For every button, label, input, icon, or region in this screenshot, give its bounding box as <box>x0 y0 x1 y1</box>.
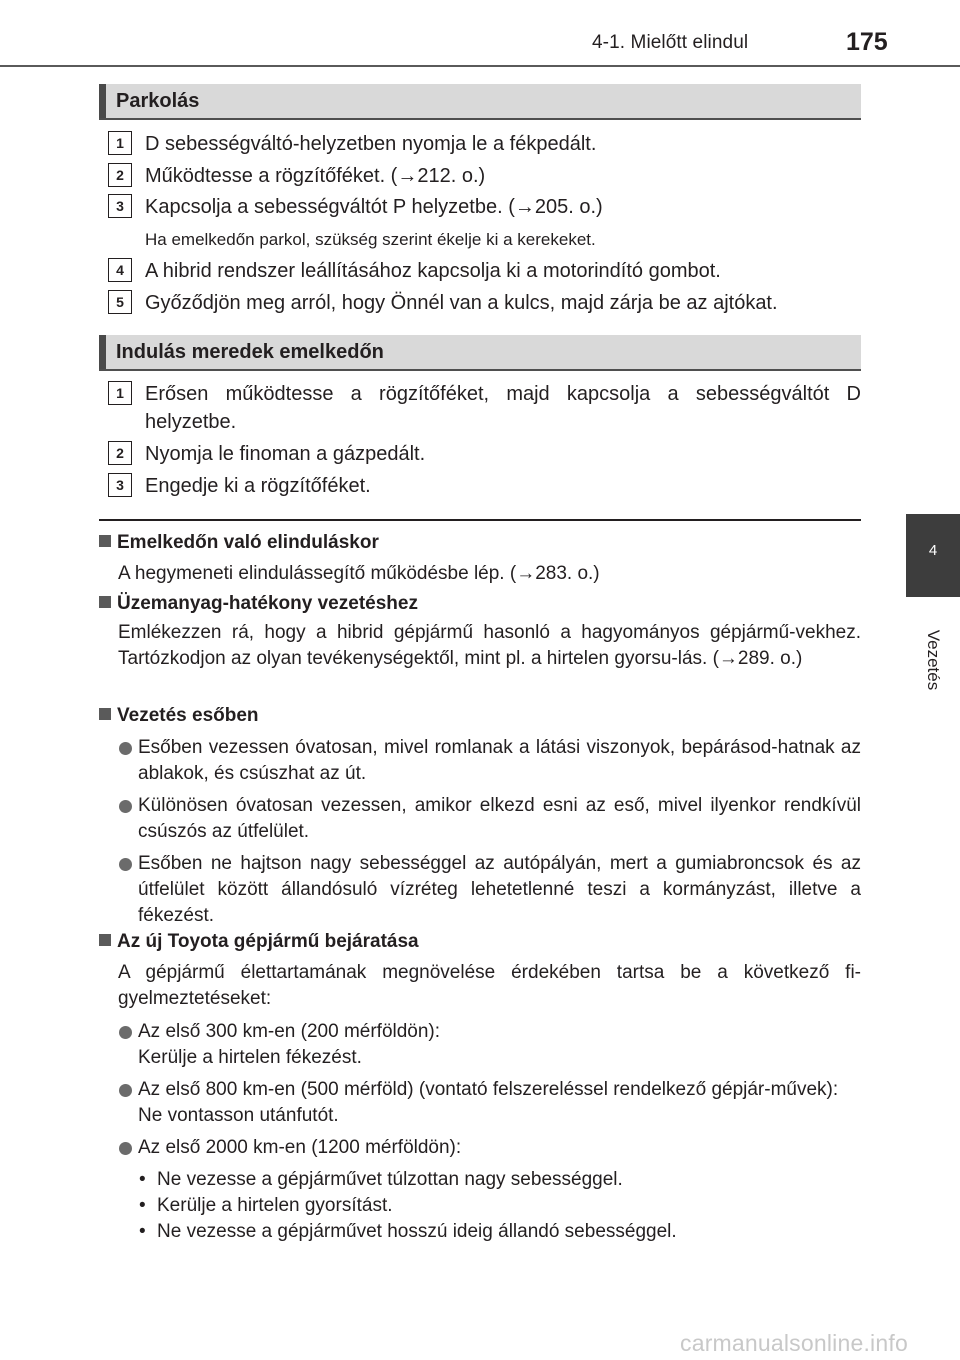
step-text: Működtesse a rögzítőféket. (→212. o.) <box>145 165 486 187</box>
section-heading-parking <box>99 84 861 120</box>
circle-bullet-icon <box>119 1142 132 1155</box>
rain-item <box>99 793 861 845</box>
running-header: 4-1. Mielőtt elindul <box>592 32 749 53</box>
step-number-box: 1 <box>108 131 132 155</box>
step-text: Erősen működtesse a rögzítőféket, majd kapcsolja a sebességváltót D helyzetbe. <box>145 383 861 433</box>
bullet-icon: • <box>139 1221 146 1242</box>
rain-item <box>99 851 861 929</box>
bullet-item <box>99 1193 861 1219</box>
chapter-number: 4 <box>928 542 938 559</box>
step-number-box: 3 <box>108 194 132 218</box>
heading-accent-bar <box>99 84 106 118</box>
info-heading-text: Vezetés esőben <box>117 705 259 726</box>
section-title: Indulás meredek emelkedőn <box>116 341 384 363</box>
info-text: Emlékezzen rá, hogy a hibrid gépjármű hasonló a hagyományos gépjármű-vekhez. Tartózkodjon az olyan tevékenységektől, mint pl. a hirtelen gyorsu-lás. (→289. o.) <box>118 622 861 669</box>
step-number-box: 2 <box>108 441 132 465</box>
parking-note: Ha emelkedőn parkol, szükség szerint ékelje ki a kerekeket. <box>145 230 596 249</box>
break-in-item-advice: Ne vontasson utánfutót. <box>138 1105 339 1126</box>
chapter-label: Vezetés <box>924 629 943 691</box>
chapter-label-container <box>890 630 960 690</box>
bullet-text: Ne vezesse a gépjárművet túlzottan nagy sebességgel. <box>157 1169 623 1190</box>
rain-item-text: Esőben ne hajtson nagy sebességgel az autópályán, mert a gumiabroncsok és az útfelület között állandósuló vízréteg lehetetlenné teszi a kormányzást, illetve a fékezést. <box>138 853 861 926</box>
info-heading <box>99 530 861 556</box>
heading-accent-bar <box>99 335 106 369</box>
info-text: A gépjármű élettartamának megnövelése érdekében tartsa be a következő fi-gyelmeztetéseket: <box>118 962 861 1009</box>
info-break-in <box>99 929 861 1245</box>
info-heading-text: Üzemanyag-hatékony vezetéshez <box>117 593 418 614</box>
rain-item-text: Különösen óvatosan vezessen, amikor elkezd esni az eső, mivel ilyenkor rendkívül csúszós az útfelület. <box>138 795 861 842</box>
chapter-tab <box>906 514 960 597</box>
break-in-item <box>99 1019 861 1071</box>
square-bullet-icon <box>99 535 111 547</box>
step-text: Nyomja le finoman a gázpedált. <box>145 443 426 465</box>
break-in-item-text: Az első 300 km-en (200 mérföldön): <box>138 1021 441 1042</box>
info-heading-text: Az új Toyota gépjármű bejáratása <box>117 931 419 952</box>
bullet-text: Kerülje a hirtelen gyorsítást. <box>157 1195 393 1216</box>
break-in-item <box>99 1077 861 1129</box>
step-number-box: 2 <box>108 163 132 187</box>
break-in-item <box>99 1135 861 1161</box>
circle-bullet-icon <box>119 1026 132 1039</box>
info-heading <box>99 929 861 955</box>
watermark: carmanualsonline.info <box>680 1330 908 1356</box>
step-number-box: 3 <box>108 473 132 497</box>
page-number: 175 <box>846 28 888 56</box>
rain-item <box>99 735 861 787</box>
step-number-box: 1 <box>108 381 132 405</box>
step-text: Győződjön meg arról, hogy Önnél van a kulcs, majd zárja be az ajtókat. <box>145 292 778 314</box>
step-text: D sebességváltó-helyzetben nyomja le a fékpedált. <box>145 133 597 155</box>
info-text: A hegymeneti elindulássegítő működésbe lép. (→283. o.) <box>118 563 600 584</box>
circle-bullet-icon <box>119 1084 132 1097</box>
step-text: Engedje ki a rögzítőféket. <box>145 475 371 497</box>
bullet-item <box>99 1167 861 1193</box>
info-heading <box>99 591 861 617</box>
info-fuel <box>99 591 861 672</box>
step-number-box: 5 <box>108 290 132 314</box>
bullet-icon: • <box>139 1195 146 1216</box>
step-text: Kapcsolja a sebességváltót P helyzetbe. (→205. o.) <box>145 196 603 218</box>
bullet-item <box>99 1219 861 1245</box>
step-text: A hibrid rendszer leállításához kapcsolja ki a motorindító gombot. <box>145 260 721 282</box>
rain-item-text: Esőben vezessen óvatosan, mivel romlanak a látási viszonyok, bepárásod-hatnak az ablakok, és csúszhat az út. <box>138 737 861 784</box>
square-bullet-icon <box>99 596 111 608</box>
info-rain <box>99 703 861 929</box>
break-in-bullet-list <box>99 1167 861 1245</box>
bullet-icon: • <box>139 1169 146 1190</box>
info-uphill <box>99 530 861 587</box>
square-bullet-icon <box>99 934 111 946</box>
circle-bullet-icon <box>119 858 132 871</box>
info-heading-text: Emelkedőn való elinduláskor <box>117 532 379 553</box>
bullet-text: Ne vezesse a gépjárművet hosszú ideig állandó sebességgel. <box>157 1221 677 1242</box>
section-divider <box>99 519 861 521</box>
info-heading <box>99 703 861 729</box>
break-in-item-text: Az első 2000 km-en (1200 mérföldön): <box>138 1137 462 1158</box>
break-in-item-advice: Kerülje a hirtelen fékezést. <box>138 1047 362 1068</box>
circle-bullet-icon <box>119 800 132 813</box>
circle-bullet-icon <box>119 742 132 755</box>
break-in-item-text: Az első 800 km-en (500 mérföld) (vontató felszereléssel rendelkező gépjár-művek): <box>138 1079 839 1100</box>
section-title: Parkolás <box>116 90 200 112</box>
step-number-box: 4 <box>108 258 132 282</box>
section-heading-hill-start <box>99 335 861 371</box>
header-divider <box>0 65 960 67</box>
square-bullet-icon <box>99 708 111 720</box>
